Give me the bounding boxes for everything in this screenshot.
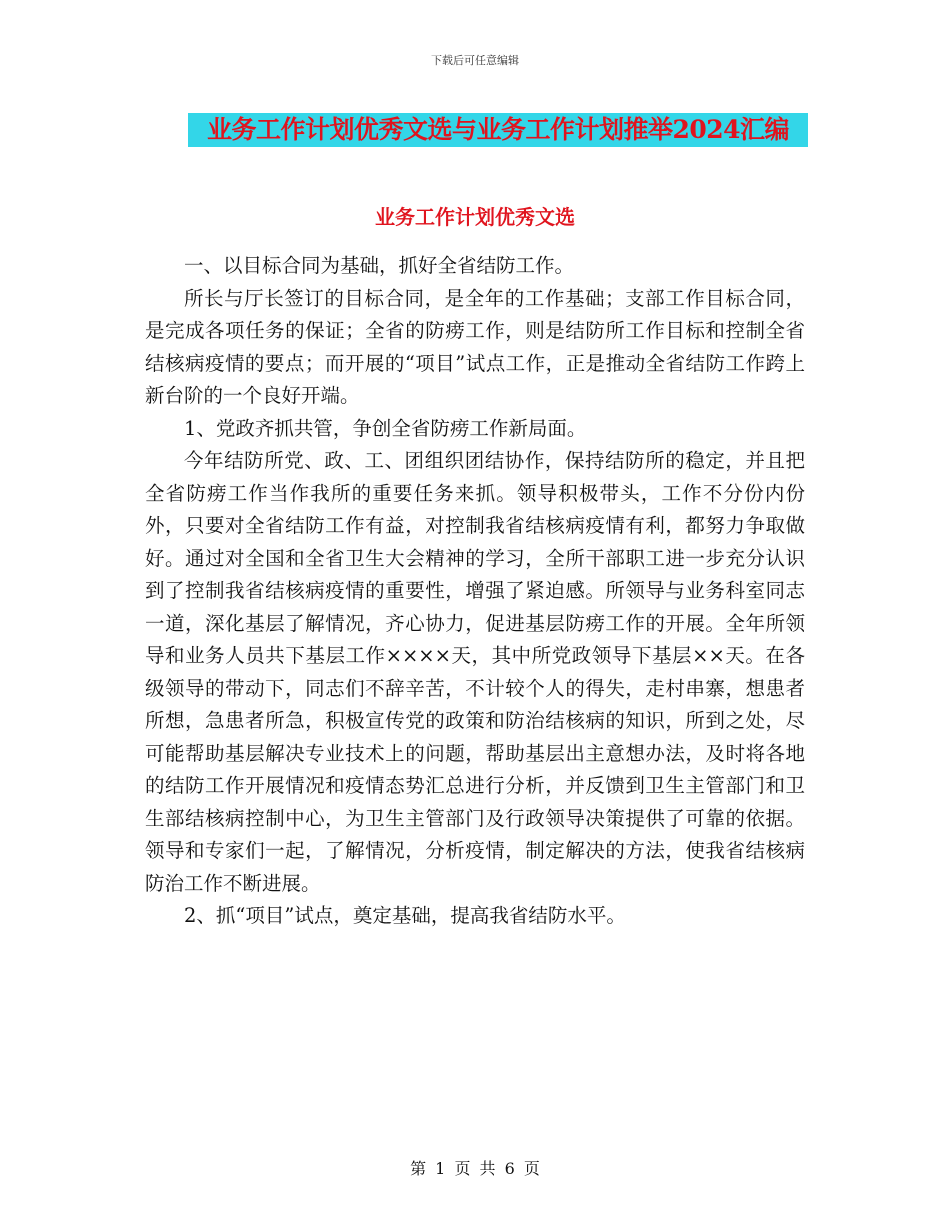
header-note: 下载后可任意编辑 bbox=[431, 54, 519, 67]
page-number: 第 1 页 共 6 页 bbox=[410, 1159, 540, 1178]
paragraph: 今年结防所党、政、工、团组织团结协作，保持结防所的稳定，并且把全省防痨工作当作我所的重要任务来抓。领导积极带头，工作不分份内份外，只要对全省结防工作有益，对控制我省结核病疫情有利，都努力争取做好。通过对全国和全省卫生大会精神的学习，全所干部职工进一步充分认识到了控制我省结核病疫情的重要性，增强了紧迫感。所领导与业务科室同志一道，深化基层了解情况，齐心协力，促进基层防痨工作的开展。全年所领导和业务人员共下基层工作××××天，其中所党政领导下基层××天。在各级领导的带动下，同志们不辞辛苦，不计较个人的得失，走村串寨，想患者所想，急患者所急，积极宣传党的政策和防治结核病的知识，所到之处，尽可能帮助基层解决专业技术上的问题，帮助基层出主意想办法，及时将各地的结防工作开展情况和疫情态势汇总进行分析，并反馈到卫生主管部门和卫生部结核病控制中心，为卫生主管部门及行政领导决策提供了可靠的依据。领导和专家们一起，了解情况，分析疫情，制定解决的方法，使我省结核病防治工作不断进展。 bbox=[145, 449, 805, 895]
document-title: 业务工作计划优秀文选与业务工作计划推举2024汇编 bbox=[188, 113, 808, 147]
section-title: 业务工作计划优秀文选 bbox=[375, 205, 575, 229]
paragraph: 所长与厅长签订的目标合同，是全年的工作基础；支部工作目标合同，是完成各项任务的保证；全省的防痨工作，则是结防所工作目标和控制全省结核病疫情的要点；而开展的“项目”试点工作，正是推动全省结防工作跨上新台阶的一个良好开端。 bbox=[145, 286, 805, 407]
paragraph: 2、抓“项目”试点，奠定基础，提高我省结防水平。 bbox=[184, 904, 626, 927]
document-body bbox=[145, 250, 805, 933]
paragraph: 1、党政齐抓共管，争创全省防痨工作新局面。 bbox=[184, 416, 587, 440]
paragraph: 一、以目标合同为基础，抓好全省结防工作。 bbox=[184, 254, 575, 277]
